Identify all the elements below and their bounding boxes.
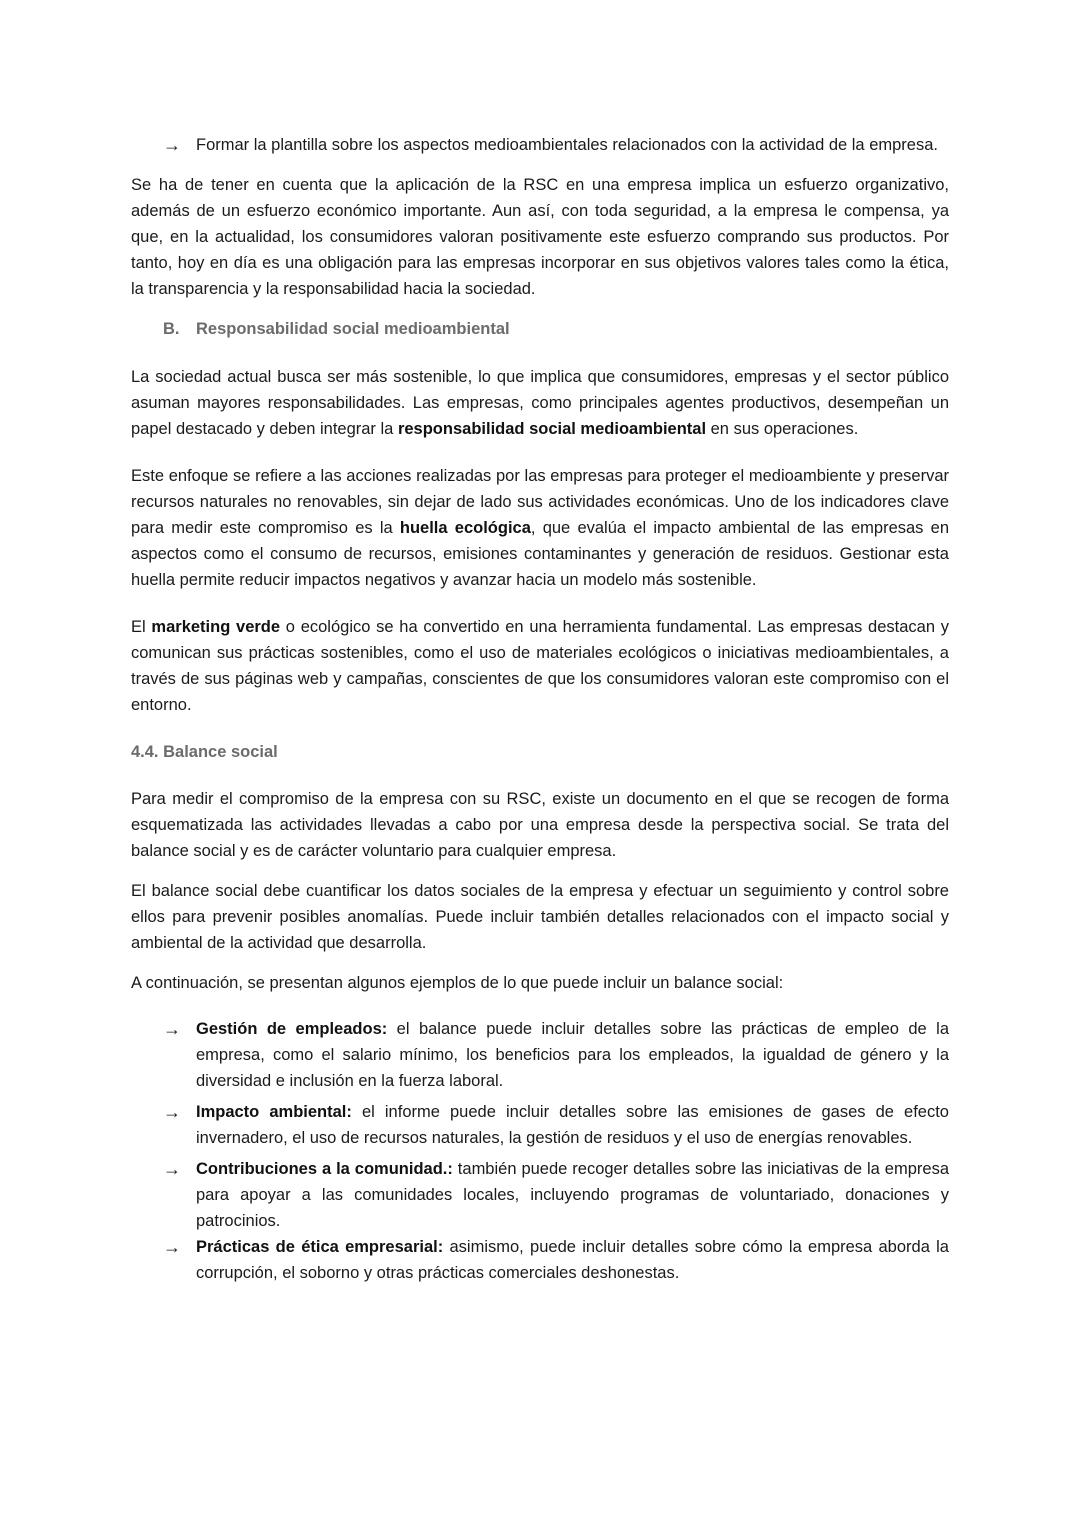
paragraph-balance-quantify: El balance social debe cuantificar los datos sociales de la empresa y efectuar un seguimiento y control sobre ellos para prevenir posibles anomalías. Puede incluir también detalles relacionados con el impacto social y ambiental de la actividad que desarrolla. bbox=[131, 882, 949, 952]
arrow-icon: → bbox=[163, 1102, 181, 1122]
arrow-icon: → bbox=[163, 1019, 181, 1039]
para3-text-before: Este enfoque se refiere a las acciones realizadas por las empresas para proteger el medioambiente y preservar recursos naturales no renovables, sin dejar de lado sus actividades económicas. Uno de los indicadores clave para medir este compromiso es la bbox=[131, 467, 949, 537]
paragraph-sustainable-society bbox=[131, 364, 949, 442]
para2-bold-term: responsabilidad social medioambiental bbox=[397, 420, 707, 438]
paragraph-ecological-footprint bbox=[131, 463, 949, 593]
paragraph-green-marketing bbox=[131, 614, 949, 718]
subsection-title: Responsabilidad social medioambiental bbox=[196, 320, 510, 338]
list-item bbox=[131, 1099, 949, 1151]
para3-bold-term: huella ecológica bbox=[399, 519, 531, 537]
list-item-text: el informe puede incluir detalles sobre las emisiones de gases de efecto invernadero, el uso de recursos naturales, la gestión de residuos y el uso de energías renovables. bbox=[196, 1103, 949, 1147]
list-item bbox=[131, 1234, 949, 1286]
examples-list bbox=[131, 1016, 949, 1286]
list-item-title: Prácticas de ética empresarial: bbox=[196, 1238, 444, 1256]
para3-text-after: , que evalúa el impacto ambiental de las empresas en aspectos como el consumo de recursos, emisiones contaminantes y generación de residuos. Gestionar esta huella permite reducir impactos negativos y avanzar hacia un modelo más sostenible. bbox=[131, 519, 949, 589]
para4-text-before: El bbox=[131, 618, 152, 636]
intro-bullet-text: Formar la plantilla sobre los aspectos medioambientales relacionados con la actividad de la empresa. bbox=[196, 136, 938, 154]
list-item-text: también puede recoger detalles sobre las iniciativas de la empresa para apoyar a las comunidades locales, incluyendo programas de voluntariado, donaciones y patrocinios. bbox=[196, 1160, 949, 1230]
list-item-title: Impacto ambiental: bbox=[196, 1103, 352, 1121]
paragraph-rsc-effort: Se ha de tener en cuenta que la aplicación de la RSC en una empresa implica un esfuerzo organizativo, además de un esfuerzo económico importante. Aun así, con toda seguridad, a la empresa le compensa, ya que, en la actualidad, los consumidores valoran positivamente este esfuerzo comprando sus productos. Por tanto, hoy en día es una obligación para las empresas incorporar en sus objetivos valores tales como la ética, la transparencia y la responsabilidad hacia la sociedad. bbox=[131, 176, 949, 298]
list-item bbox=[131, 1156, 949, 1234]
document-page bbox=[131, 132, 949, 1286]
list-item-title: Gestión de empleados: bbox=[196, 1020, 388, 1038]
paragraph-examples-intro: A continuación, se presentan algunos ejemplos de lo que puede incluir un balance social: bbox=[131, 974, 784, 992]
section-heading-balance-social: 4.4. Balance social bbox=[131, 743, 278, 761]
arrow-icon: → bbox=[163, 135, 181, 155]
list-item-text: el balance puede incluir detalles sobre las prácticas de empleo de la empresa, como el salario mínimo, los beneficios para los empleados, la igualdad de género y la diversidad e inclusión en la fuerza laboral. bbox=[196, 1020, 949, 1090]
list-item-text: asimismo, puede incluir detalles sobre cómo la empresa aborda la corrupción, el soborno y otras prácticas comerciales deshonestas. bbox=[196, 1238, 949, 1282]
list-item-title: Contribuciones a la comunidad.: bbox=[196, 1160, 453, 1178]
arrow-icon: → bbox=[163, 1237, 181, 1257]
para4-bold-term: marketing verde bbox=[151, 618, 281, 636]
paragraph-balance-definition: Para medir el compromiso de la empresa con su RSC, existe un documento en el que se recogen de forma esquematizada las actividades llevadas a cabo por una empresa desde la perspectiva social. Se trata del balance social y es de carácter voluntario para cualquier empresa. bbox=[131, 790, 949, 860]
para2-text-after: en sus operaciones. bbox=[706, 420, 859, 438]
subsection-heading-b bbox=[131, 316, 949, 342]
subsection-letter: B. bbox=[163, 320, 180, 338]
arrow-icon: → bbox=[163, 1159, 181, 1179]
list-item bbox=[131, 1016, 949, 1094]
intro-bullet bbox=[131, 132, 949, 158]
para4-text-after: o ecológico se ha convertido en una herramienta fundamental. Las empresas destacan y comunican sus prácticas sostenibles, como el uso de materiales ecológicos o iniciativas medioambientales, a través de sus páginas web y campañas, conscientes de que los consumidores valoran este compromiso con el entorno. bbox=[131, 618, 949, 714]
para2-text-before: La sociedad actual busca ser más sostenible, lo que implica que consumidores, empresas y el sector público asuman mayores responsabilidades. Las empresas, como principales agentes productivos, desempeñan un papel destacado y deben integrar la bbox=[131, 368, 949, 438]
